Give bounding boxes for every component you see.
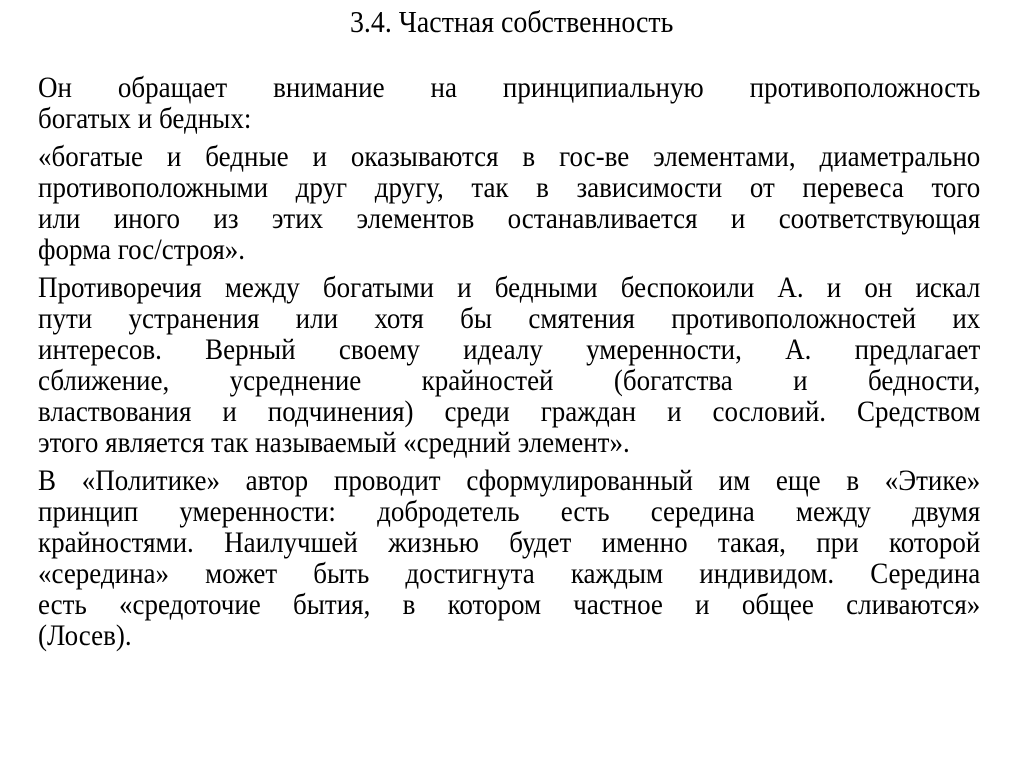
text-line: Противоречия между богатыми и бедными беспокоили А. и он искал [38, 271, 981, 304]
text-line: богатых и бедных: [38, 102, 252, 135]
text-line: крайностями. Наилучшей жизнью будет именно такая, при которой [38, 526, 981, 559]
text-line: «середина» может быть достигнута каждым индивидом. Середина [38, 557, 981, 590]
text-line: сближение, усреднение крайностей (богатства и бедности, [38, 364, 981, 397]
text-line: пути устранения или хотя бы смятения противоположностей их [38, 302, 981, 335]
paragraph-3 [38, 272, 980, 458]
slide-title-text: 3.4. Частная собственность [350, 4, 674, 39]
text-line: (Лосев). [38, 619, 132, 652]
text-line: властвования и подчинения) среди граждан и сословий. Средством [38, 395, 981, 428]
slide-body [38, 72, 980, 658]
paragraph-1 [38, 72, 980, 134]
text-line: форма гос/строя». [38, 233, 246, 266]
text-line: «богатые и бедные и оказываются в гос-ве элементами, диаметрально [38, 140, 981, 173]
text-line: Он обращает внимание на принципиальную противоположность [38, 71, 981, 104]
text-line: В «Политике» автор проводит сформулированный им еще в «Этике» [38, 464, 981, 497]
text-line: интересов. Верный своему идеалу умеренности, А. предлагает [38, 333, 981, 366]
text-line: или иного из этих элементов останавливается и соответствующая [38, 202, 981, 235]
text-line: противоположными друг другу, так в зависимости от перевеса того [38, 171, 981, 204]
text-line: есть «средоточие бытия, в котором частное и общее сливаются» [38, 588, 981, 621]
text-line: принцип умеренности: добродетель есть середина между двумя [38, 495, 981, 528]
text-line: этого является так называемый «средний элемент». [38, 426, 630, 459]
paragraph-4 [38, 465, 980, 651]
paragraph-2 [38, 141, 980, 265]
slide-title [0, 4, 1024, 40]
